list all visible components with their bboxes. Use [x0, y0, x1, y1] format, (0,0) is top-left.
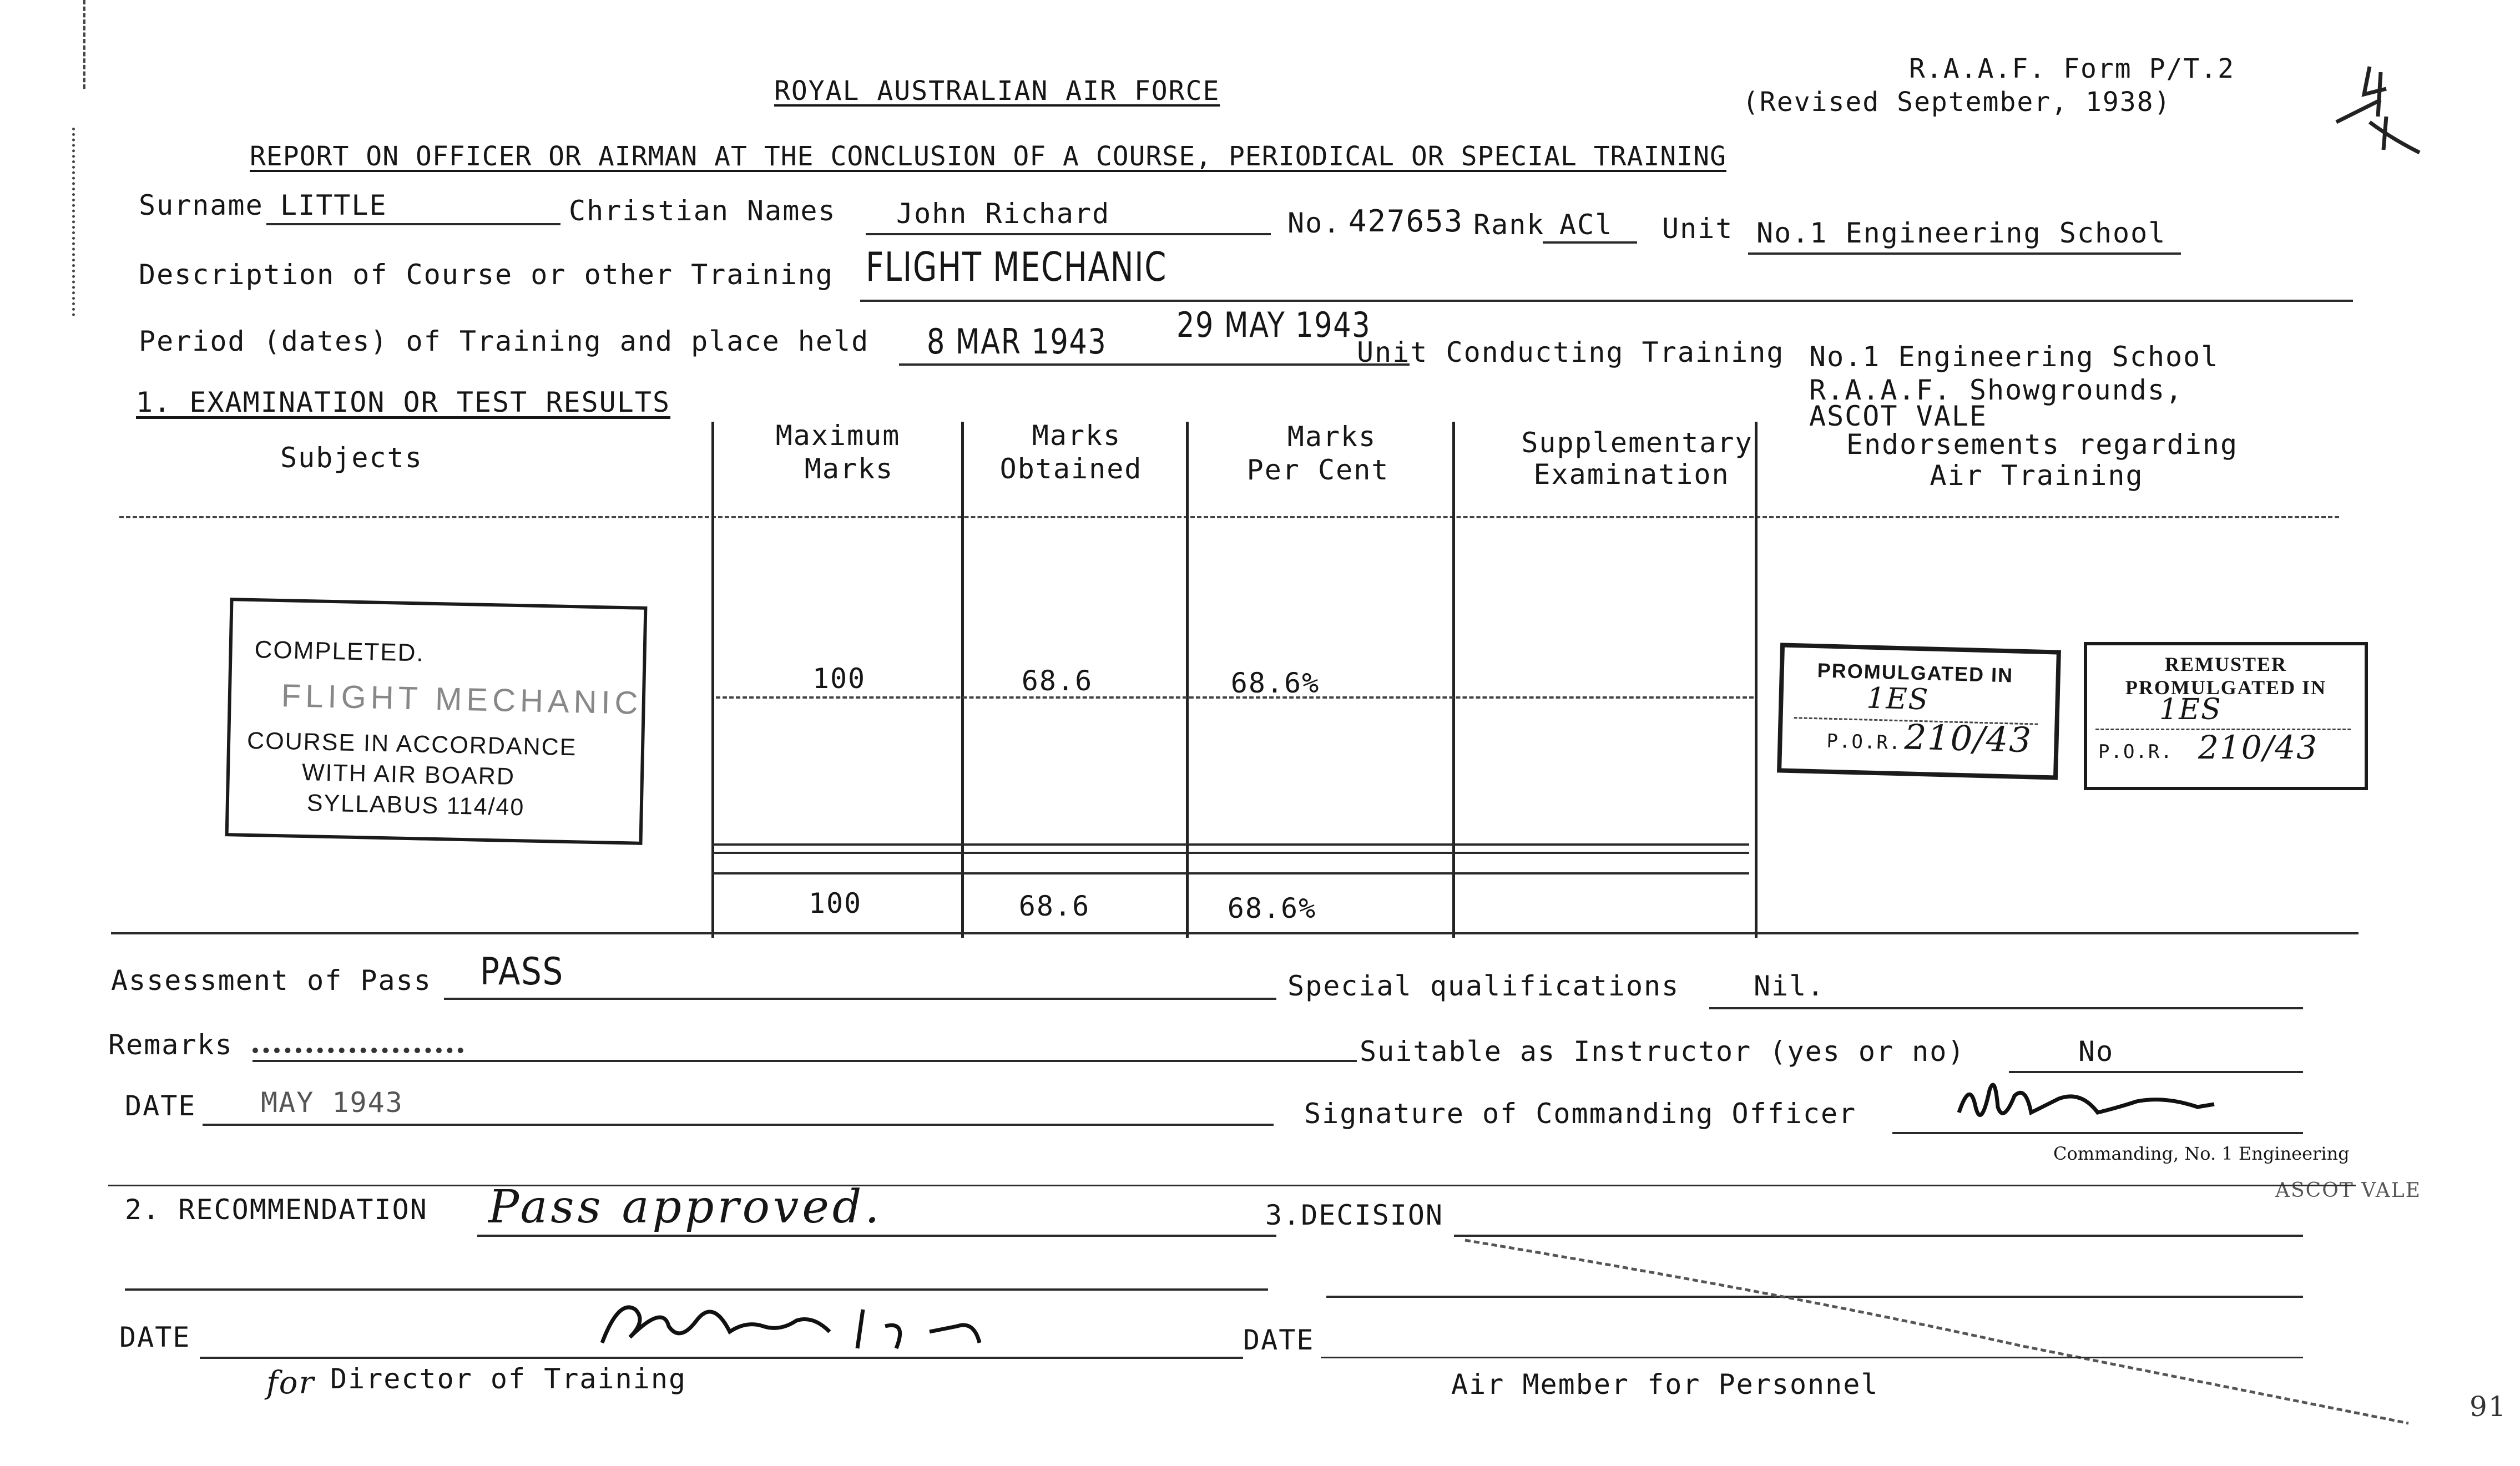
column-divider-2 — [961, 422, 964, 938]
promulgated-stamp — [1777, 643, 2061, 780]
section-separator — [108, 1185, 2356, 1186]
remarks-line — [252, 1060, 1357, 1062]
signature-label: Signature of Commanding Officer — [1304, 1098, 1857, 1130]
co-title-1: Commanding, No. 1 Engineering — [2053, 1143, 2350, 1164]
co-date-line — [203, 1124, 1274, 1126]
conducting-address-2: ASCOT VALE — [1809, 400, 1988, 432]
number-label: No. — [1287, 207, 1341, 239]
column-divider-5 — [1755, 422, 1758, 938]
service-number: 427653 — [1349, 204, 1464, 239]
form-title: ROYAL AUSTRALIAN AIR FORCE — [774, 75, 1220, 107]
remuster-por: 210/43 — [2198, 729, 2319, 766]
table-bottom-rule — [111, 932, 2359, 934]
left-punch-marks — [72, 128, 75, 316]
conducting-address-1: R.A.A.F. Showgrounds, — [1809, 374, 2184, 406]
co-date-label: DATE — [125, 1090, 196, 1122]
remuster-ref: 1ES — [2159, 693, 2222, 726]
co-date-value: MAY 1943 — [261, 1086, 403, 1119]
results-heading: 1. EXAMINATION OR TEST RESULTS — [136, 386, 671, 418]
period-start-date: 8 MAR 1943 — [927, 321, 1107, 362]
remarks-label: Remarks — [108, 1029, 233, 1061]
row-max-marks: 100 — [812, 663, 866, 695]
recommendation-line — [477, 1235, 1276, 1237]
total-rule-1 — [711, 843, 1749, 846]
unit-label: Unit — [1662, 213, 1734, 245]
recommendation-label: 2. RECOMMENDATION — [125, 1194, 428, 1226]
remuster-por-label: P.O.R. — [2098, 741, 2173, 763]
instructor-label: Suitable as Instructor (yes or no) — [1360, 1035, 1966, 1068]
completed-stamp-line-4: WITH AIR BOARD — [301, 759, 516, 790]
christian-line — [866, 233, 1271, 235]
column-divider-4 — [1452, 422, 1455, 938]
rank-line — [1543, 241, 1637, 244]
period-line — [899, 363, 1410, 366]
co-title-2: ASCOT VALE — [2275, 1179, 2421, 1202]
supplementary-header-1: Supplementary — [1521, 427, 1753, 459]
maximum-header-1: Maximum — [775, 419, 901, 452]
total-rule-2 — [711, 852, 1749, 854]
assessment-label: Assessment of Pass — [111, 964, 432, 997]
remarks-dots — [252, 1048, 463, 1053]
left-margin-mark — [83, 0, 85, 89]
decision-line — [1454, 1235, 2303, 1237]
completed-stamp — [225, 598, 648, 845]
special-qualifications-label: Special qualifications — [1287, 970, 1680, 1002]
completed-stamp-line-3: COURSE IN ACCORDANCE — [246, 727, 577, 761]
instructor-value: No — [2078, 1035, 2114, 1068]
promulgated-ref: 1ES — [1866, 681, 1930, 717]
air-member-label: Air Member for Personnel — [1451, 1368, 1879, 1401]
special-qualifications-value: Nil. — [1754, 970, 1825, 1002]
column-divider-3 — [1186, 422, 1189, 938]
director-signature — [597, 1287, 996, 1359]
decision-label: 3.DECISION — [1265, 1199, 1444, 1231]
completed-stamp-line-2: FLIGHT MECHANIC — [281, 678, 643, 721]
completed-stamp-line-5: SYLLABUS 114/40 — [306, 790, 525, 821]
promulgated-por: 210/43 — [1903, 716, 2033, 761]
course-description-label: Description of Course or other Training — [139, 259, 834, 291]
obtained-header-1: Marks — [1032, 419, 1122, 452]
period-end-date: 29 MAY 1943 — [1176, 305, 1371, 345]
total-max-marks: 100 — [808, 887, 862, 919]
director-prefix: for — [266, 1365, 315, 1401]
obtained-header-2: Obtained — [999, 453, 1143, 485]
remuster-label-1: REMUSTER — [2164, 653, 2287, 675]
subjects-header: Subjects — [280, 442, 423, 474]
recommendation-value: Pass approved. — [488, 1181, 883, 1234]
conducting-unit-label: Unit Conducting Training — [1357, 336, 1785, 368]
row-percent: 68.6% — [1230, 667, 1320, 699]
unit-value: No.1 Engineering School — [1756, 217, 2167, 249]
total-rule-3 — [711, 872, 1749, 874]
conducting-unit-value: No.1 Engineering School — [1809, 341, 2219, 373]
course-description-line — [860, 300, 2353, 302]
christian-value: John Richard — [896, 198, 1110, 230]
table-header-rule — [119, 516, 2339, 518]
percent-header-2: Per Cent — [1246, 454, 1390, 486]
remuster-stamp — [2084, 642, 2368, 790]
surname-line — [266, 223, 560, 225]
form-revision: (Revised September, 1938) — [1743, 87, 2171, 118]
total-percent: 68.6% — [1227, 892, 1317, 924]
assessment-line — [444, 998, 1276, 1000]
rank-value: ACl — [1559, 209, 1613, 241]
air-member-date-line — [1321, 1357, 2303, 1358]
instructor-line — [2009, 1071, 2303, 1073]
air-member-date-label: DATE — [1243, 1324, 1315, 1356]
column-divider-1 — [711, 422, 714, 938]
course-description-value: FLIGHT MECHANIC — [866, 244, 1168, 290]
page-number: 91 — [2470, 1391, 2507, 1423]
promulgated-por-label: P.O.R. — [1826, 730, 1902, 755]
corner-mark — [2303, 55, 2442, 178]
promulgated-label: PROMULGATED IN — [1817, 659, 2014, 687]
unit-line — [1748, 252, 2181, 255]
percent-header-1: Marks — [1287, 421, 1377, 453]
completed-stamp-line-1: COMPLETED. — [254, 636, 425, 667]
special-qualifications-line — [1709, 1007, 2303, 1009]
form-reference: R.A.A.F. Form P/T.2 — [1909, 53, 2235, 84]
total-marks-obtained: 68.6 — [1018, 890, 1090, 922]
rank-label: Rank — [1473, 209, 1545, 241]
endorsements-header-2: Air Training — [1930, 459, 2144, 492]
remuster-label-2: PROMULGATED IN — [2125, 676, 2327, 699]
assessment-value: PASS — [480, 950, 564, 994]
director-of-training-label: Director of Training — [330, 1363, 687, 1395]
row-marks-obtained: 68.6 — [1021, 665, 1093, 697]
christian-label: Christian Names — [569, 195, 836, 227]
supplementary-header-2: Examination — [1533, 458, 1730, 491]
director-date-label: DATE — [119, 1321, 191, 1353]
maximum-header-2: Marks — [804, 453, 894, 485]
surname-label: Surname — [139, 189, 264, 221]
endorsements-header-1: Endorsements regarding — [1846, 428, 2239, 461]
form-subtitle: REPORT ON OFFICER OR AIRMAN AT THE CONCLUSION OF A COURSE, PERIODICAL OR SPECIAL TRAINING — [250, 141, 1726, 172]
crossing-mark — [1465, 1240, 2408, 1429]
surname-value: LITTLE — [280, 189, 387, 221]
co-signature — [1953, 1074, 2220, 1135]
period-label: Period (dates) of Training and place held — [139, 325, 870, 357]
